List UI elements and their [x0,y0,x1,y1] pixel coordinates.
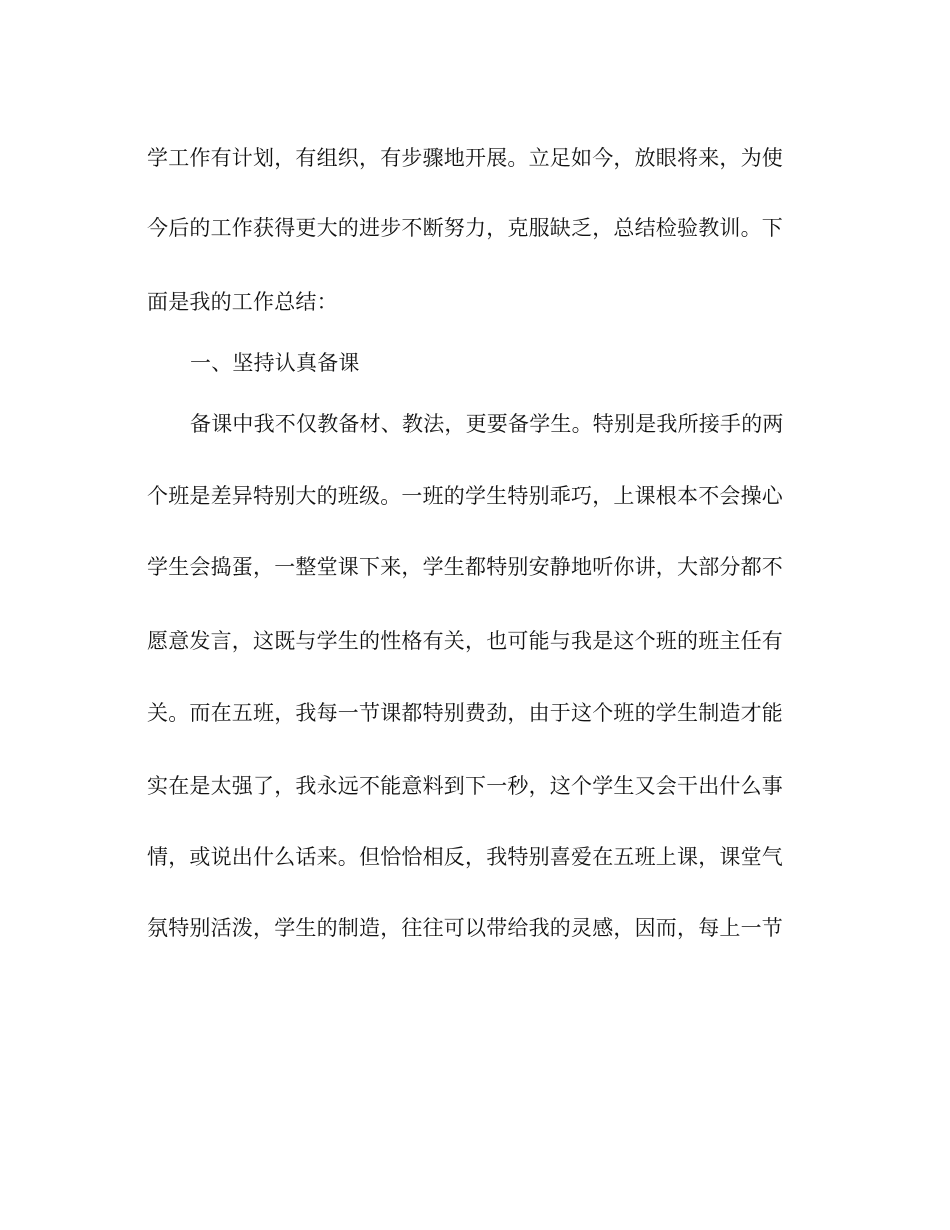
paragraph-line-8: 关。而在五班，我每一节课都特别费劲，由于这个班的学生制造才能 [147,701,783,725]
paragraph-line-4: 备课中我不仅教备材、教法，更要备学生。特别是我所接手的两 [190,412,784,436]
paragraph-line-2: 今后的工作获得更大的进步不断努力，克服缺乏，总结检验教训。下 [147,216,783,240]
section-heading: 一、坚持认真备课 [190,351,360,375]
paragraph-line-1: 学工作有计划，有组织，有步骤地开展。立足如今，放眼将来，为使 [147,146,783,170]
paragraph-line-6: 学生会捣蛋，一整堂课下来，学生都特别安静地听你讲，大部分都不 [147,555,783,579]
paragraph-line-5: 个班是差异特别大的班级。一班的学生特别乖巧，上课根本不会操心 [147,484,783,508]
paragraph-line-9: 实在是太强了，我永远不能意料到下一秒，这个学生又会干出什么事 [147,774,783,798]
paragraph-line-11: 氛特别活泼，学生的制造，往往可以带给我的灵感，因而，每上一节 [147,916,783,940]
paragraph-line-3: 面是我的工作总结： [147,290,338,314]
paragraph-line-10: 情，或说出什么话来。但恰恰相反，我特别喜爱在五班上课，课堂气 [147,845,783,869]
paragraph-line-7: 愿意发言，这既与学生的性格有关，也可能与我是这个班的班主任有 [147,629,783,653]
